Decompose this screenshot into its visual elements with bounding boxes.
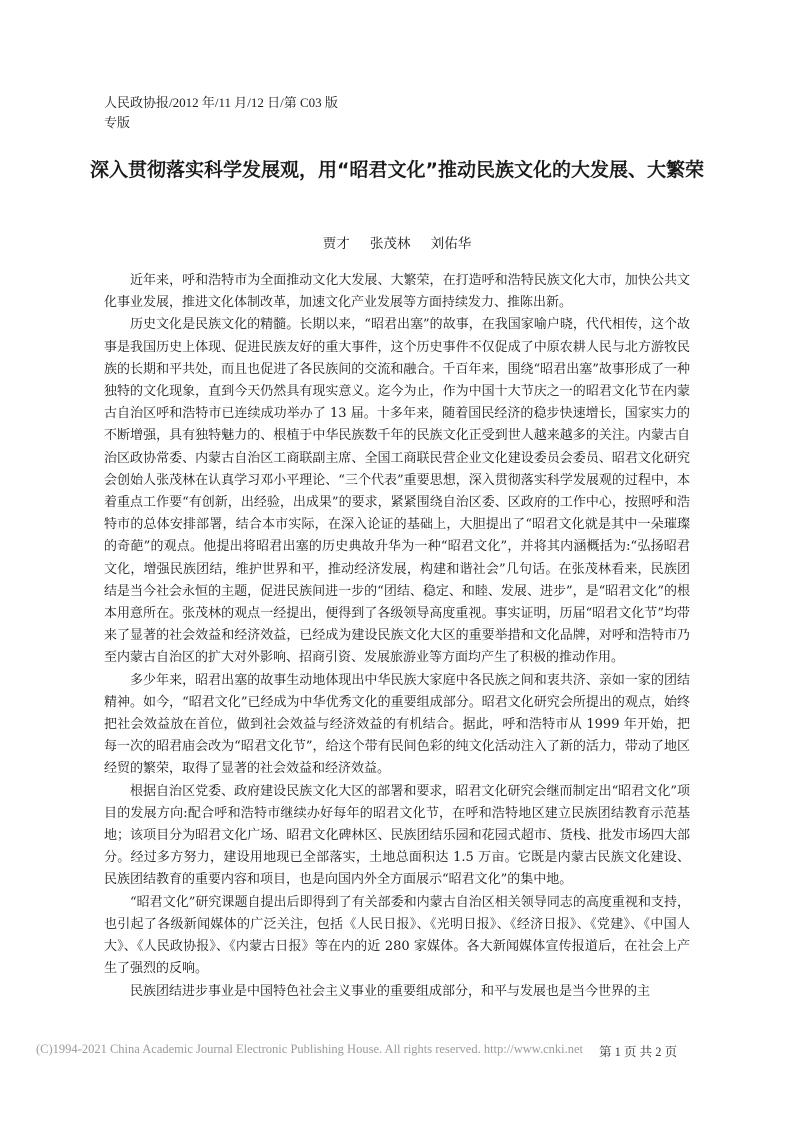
copyright-notice: (C)1994-2021 China Academic Journal Electronic Publishing House. All rights reserved. http://www.cnki.net (36, 1042, 584, 1056)
author-name: 刘佑华 (430, 236, 472, 252)
body-paragraph: 民族团结进步事业是中国特色社会主义事业的重要组成部分，和平与发展也是当今世界的主 (130, 983, 651, 999)
author-name: 贾才 (322, 236, 350, 252)
source-line: 人民政协报/2012 年/11 月/12 日/第 C03 版 (104, 95, 338, 110)
body-paragraph: 近年来，呼和浩特市为全面推动文化大发展、大繁荣，在打造呼和浩特民族文化大市，加快公共文化事业发展，推进文化体制改革，加速文化产业发展等方面持续发力、推陈出新。 (104, 273, 690, 311)
author-name: 张茂林 (370, 236, 411, 252)
body-paragraph: “昭君文化”研究课题自提出后即得到了有关部委和内蒙古自治区相关领导同志的高度重视和支持，也引起了各级新闻媒体的广泛关注，包括《人民日报》、《光明日报》、《经济日报》、《党建》、《中国人大》、《人民政协报》、《内蒙古日报》等在内的近 280 家媒体。各大新闻媒体宣传报道后，在社会上产生了强烈的反响。 (104, 894, 690, 977)
author-list (0, 232, 794, 252)
source-section: 专版 (104, 115, 131, 130)
page-footer (36, 1042, 716, 1057)
source-citation (104, 93, 338, 133)
body-paragraph: 根据自治区党委、政府建设民族文化大区的部署和要求，昭君文化研究会继而制定出“昭君文化”项目的发展方向:配合呼和浩特市继续办好每年的昭君文化节，在呼和浩特地区建立民族团结教育示范基地；该项目分为昭君文化广场、昭君文化碑林区、民族团结乐园和花园式超市、货栈、批发市场四大部分。经过多方努力，建设用地现已全部落实，土地总面积达 1.5 万亩。它既是内蒙古民族文化建设、民族团结教育的重要内容和项目，也是向国内外全方面展示“昭君文化”的集中地。 (104, 783, 690, 888)
body-paragraph: 历史文化是民族文化的精髓。长期以来，“昭君出塞”的故事，在我国家喻户晓，代代相传，这个故事是我国历史上体现、促进民族友好的重大事件，这个历史事件不仅促成了中原农耕人民与北方游牧民族的长期和平共处，而且也促进了各民族间的交流和融合。千百年来，围绕“昭君出塞”故事形成了一种独特的文化现象，直到今天仍然具有现实意义。迄今为止，作为中国十大节庆之一的昭君文化节在内蒙古自治区呼和浩特市已连续成功举办了 13 届。十多年来，随着国民经济的稳步快速增长，国家实力的不断增强，具有独特魅力的、根植于中华民族数千年的民族文化正受到世人越来越多的关注。内蒙古自治区政协常委、内蒙古自治区工商联副主席、全国工商联民营企业文化建设委员会委员、昭君文化研究会创始人张茂林在认真学习邓小平理论、“三个代表”重要思想，深入贯彻落实科学发展观的过程中，本着重点工作要“有创新，出经验，出成果”的要求，紧紧围绕自治区委、区政府的工作中心，按照呼和浩特市的总体安排部署，结合本市实际，在深入论证的基础上，大胆提出了“昭君文化就是其中一朵璀璨的奇葩”的观点。他提出将昭君出塞的历史典故升华为一种“昭君文化”，并将其内涵概括为:“弘扬昭君文化，增强民族团结，维护世界和平，推动经济发展，构建和谐社会”几句话。在张茂林看来，民族团结是当今社会永恒的主题，促进民族间进一步的“团结、稳定、和睦、发展、进步”，是“昭君文化”的根本用意所在。张茂林的观点一经提出，便得到了各级领导高度重视。事实证明，历届“昭君文化节”均带来了显著的社会效益和经济效益，已经成为建设民族文化大区的重要举措和文化品牌，对呼和浩特市乃至内蒙古自治区的扩大对外影响、招商引资、发展旅游业等方面均产生了积极的推动作用。 (104, 317, 690, 666)
body-paragraph: 多少年来，昭君出塞的故事生动地体现出中华民族大家庭中各民族之间和衷共济、亲如一家的团结精神。如今，“昭君文化”已经成为中华优秀文化的重要组成部分。昭君文化研究会所提出的观点，始终把社会效益放在首位，做到社会效益与经济效益的有机结合。据此，呼和浩特市从 1999 年开始，把每一次的昭君庙会改为“昭君文化节”，给这个带有民间色彩的纯文化活动注入了新的活力，带动了地区经贸的繁荣，取得了显著的社会效益和经济效益。 (104, 672, 690, 777)
article-title: 深入贯彻落实科学发展观，用“昭君文化”推动民族文化的大发展、大繁荣 (90, 159, 704, 181)
article-body (104, 270, 690, 1003)
page-number: 第 1 页 共 2 页 (599, 1045, 678, 1059)
